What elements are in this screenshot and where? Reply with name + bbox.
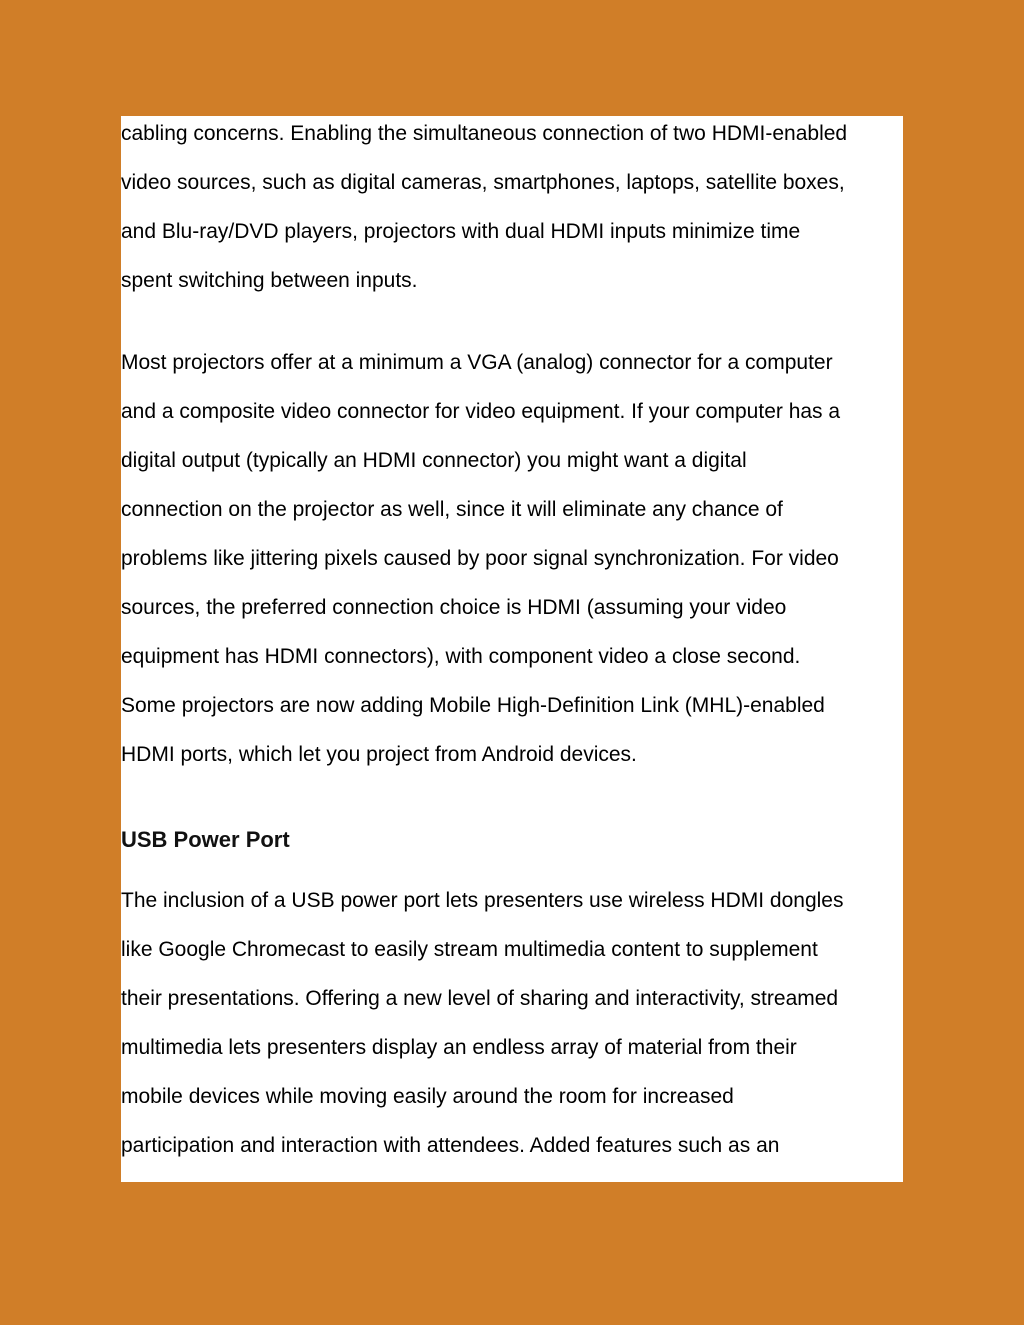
text-line: and a composite video connector for video equipment. If your computer has a bbox=[121, 400, 841, 423]
text-line: like Google Chromecast to easily stream multimedia content to supplement bbox=[121, 938, 818, 961]
text-line: connection on the projector as well, since it will eliminate any chance of bbox=[121, 498, 783, 521]
text-line: HDMI ports, which let you project from Android devices. bbox=[121, 743, 637, 766]
text-line: problems like jittering pixels caused by poor signal synchronization. For video bbox=[121, 547, 839, 570]
paragraph-projector-connectors bbox=[121, 338, 840, 779]
text-line: participation and interaction with attendees. Added features such as an bbox=[121, 1134, 780, 1157]
text-line: multimedia lets presenters display an endless array of material from their bbox=[121, 1036, 797, 1059]
text-line: Some projectors are now adding Mobile High-Definition Link (MHL)-enabled bbox=[121, 694, 825, 717]
text-line: sources, the preferred connection choice is HDMI (assuming your video bbox=[121, 596, 787, 619]
paragraph-hdmi-dual-inputs bbox=[121, 116, 847, 305]
document-page bbox=[121, 116, 903, 1182]
text-line: video sources, such as digital cameras, smartphones, laptops, satellite boxes, bbox=[121, 171, 845, 194]
text-line: their presentations. Offering a new level of sharing and interactivity, streamed bbox=[121, 987, 839, 1010]
text-line: spent switching between inputs. bbox=[121, 269, 418, 292]
paragraph-usb-power-port bbox=[121, 876, 844, 1170]
text-line: mobile devices while moving easily around the room for increased bbox=[121, 1085, 734, 1108]
text-line: Most projectors offer at a minimum a VGA (analog) connector for a computer bbox=[121, 351, 833, 374]
section-heading: USB Power Port bbox=[121, 827, 290, 852]
text-line: The inclusion of a USB power port lets presenters use wireless HDMI dongles bbox=[121, 889, 844, 912]
text-line: digital output (typically an HDMI connector) you might want a digital bbox=[121, 449, 747, 472]
text-line: and Blu-ray/DVD players, projectors with dual HDMI inputs minimize time bbox=[121, 220, 801, 243]
text-line: cabling concerns. Enabling the simultaneous connection of two HDMI-enabled bbox=[121, 122, 848, 145]
text-line: equipment has HDMI connectors), with component video a close second. bbox=[121, 645, 801, 668]
